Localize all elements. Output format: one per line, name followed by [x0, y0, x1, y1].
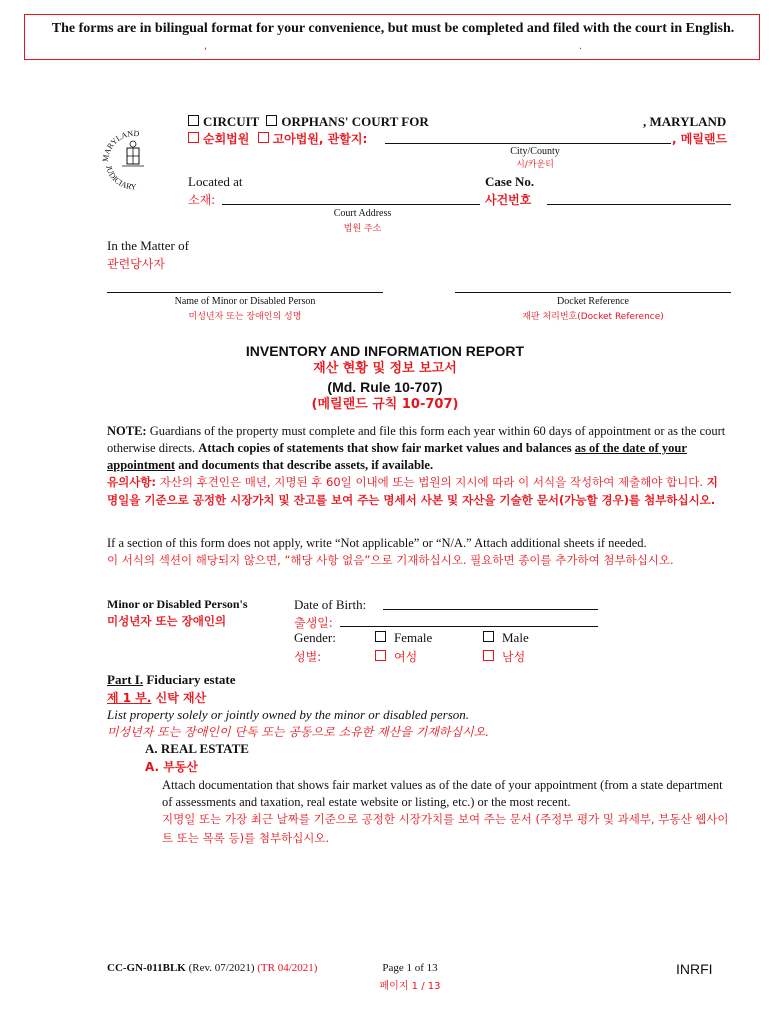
seal-emblem-icon — [122, 141, 144, 166]
docket-caption-kr: 재판 처리번호(Docket Reference) — [522, 312, 664, 322]
court-address-caption-kr: 법원 주소 — [343, 224, 382, 234]
form-id: CC-GN-011BLK — [107, 962, 186, 974]
report-rule-kr: (메릴랜드 규칙 10-707) — [311, 397, 459, 412]
seal-bottom-text: JUDICIARY — [104, 164, 137, 192]
dob-label-kr: 출생일: — [294, 616, 333, 630]
court-type-row-kr — [188, 130, 367, 147]
note-bold-text-kr: 지명일을 기준으로 공정한 시장가치 및 잔고를 보여 주는 명세서 사본 및 자산을 기술한 문서(가능할 경우)를 첨부하십시오. — [107, 475, 718, 507]
person-label-kr: 미성년자 또는 장애인의 — [107, 614, 227, 628]
real-estate-text-kr: 지명일 또는 가장 최근 날짜를 기준으로 공정한 시장가치를 보여 주는 문서 (주정부 평가 및 과세부, 부동산 웹사이트 또는 목록 등)를 첨부하십시오. — [162, 812, 729, 845]
male-option — [483, 630, 529, 646]
bilingual-notice-banner — [24, 14, 760, 60]
court-address-caption: Court Address — [333, 208, 392, 219]
bilingual-notice-text-kr: , . — [203, 41, 583, 52]
female-label: Female — [394, 630, 433, 645]
instructions-text: If a section of this form does not apply, write “Not applicable” or “N/A.” Attach additional sheets if needed. — [107, 536, 647, 550]
person-label: Minor or Disabled Person's — [107, 597, 248, 611]
part1-title-kr: 신탁 재산 — [151, 691, 207, 705]
note-paragraph-kr — [107, 473, 727, 509]
city-county-caption: City/County — [510, 146, 560, 157]
note-paragraph — [107, 423, 727, 474]
male-label-kr: 남성 — [502, 650, 526, 664]
report-rule: (Md. Rule 10-707) — [327, 379, 443, 395]
form-translation-revision: (TR 04/2021) — [254, 962, 318, 974]
docket-caption: Docket Reference — [557, 296, 629, 307]
circuit-court-label: CIRCUIT — [203, 114, 260, 129]
case-no-field[interactable] — [547, 204, 731, 205]
note-bold-text: Attach copies of statements that show fair market values and balances — [198, 441, 575, 455]
part1-description: List property solely or jointly owned by the minor or disabled person. — [107, 707, 470, 722]
orphans-court-label-kr: 고아법원, 관할지: — [272, 132, 368, 146]
svg-text:MARYLAND — [101, 129, 140, 162]
gender-label: Gender: — [294, 630, 336, 645]
court-type-row — [188, 114, 429, 130]
part1-label-kr: 제 1 부. — [107, 691, 152, 705]
male-label: Male — [502, 630, 529, 645]
in-the-matter-label-kr: 관련당사자 — [107, 257, 165, 271]
circuit-court-checkbox-kr[interactable] — [188, 132, 199, 143]
female-option — [375, 630, 432, 646]
dob-label: Date of Birth: — [294, 597, 367, 612]
dob-field-kr[interactable] — [340, 626, 598, 627]
real-estate-heading-kr: A. 부동산 — [145, 760, 199, 774]
female-checkbox[interactable] — [375, 631, 386, 642]
case-no-label: Case No. — [485, 174, 535, 189]
orphans-court-label: ORPHANS' COURT FOR — [281, 114, 429, 129]
male-checkbox-kr[interactable] — [483, 650, 494, 661]
circuit-court-checkbox[interactable] — [188, 115, 199, 126]
located-at-label: Located at — [188, 174, 243, 189]
circuit-court-label-kr: 순회법원 — [203, 132, 250, 146]
part1-title: Fiduciary estate — [143, 672, 236, 687]
city-county-caption-kr: 시/카운티 — [516, 160, 554, 170]
orphans-court-checkbox-kr[interactable] — [258, 132, 269, 143]
maryland-label: , MARYLAND — [643, 114, 727, 129]
page-number: Page 1 of 13 — [382, 962, 438, 974]
note-bold-text-2: and documents that describe assets, if available. — [175, 458, 434, 472]
form-code: INRFI — [676, 961, 713, 977]
part1-description-kr: 미성년자 또는 장애인이 단독 또는 공동으로 소유한 재산을 기재하십시오. — [107, 725, 490, 739]
form-revision: (Rev. 07/2021) — [185, 962, 255, 974]
located-at-label-kr: 소재: — [188, 193, 216, 207]
report-title-kr: 재산 현황 및 정보 보고서 — [313, 361, 457, 376]
seal-top-text: MARYLAND — [100, 128, 140, 163]
part1-label: Part I. — [107, 672, 144, 687]
note-underline-text: as of the date of your appointment — [107, 441, 687, 472]
bilingual-notice-text: The forms are in bilingual format for your convenience, but must be completed and filed with the court in English. — [51, 21, 735, 36]
note-label: NOTE: — [107, 424, 147, 438]
court-address-field[interactable] — [222, 204, 480, 205]
case-no-label-kr: 사건번호 — [485, 193, 532, 207]
in-the-matter-label: In the Matter of — [107, 238, 189, 253]
minor-name-caption: Name of Minor or Disabled Person — [174, 296, 316, 307]
gender-label-kr: 성별: — [294, 650, 322, 664]
part1-heading-kr — [107, 689, 206, 706]
note-text: Guardians of the property must complete and file this form each year within 60 days of appointment or as the court otherwise directs. — [107, 424, 726, 455]
dob-field[interactable] — [383, 609, 598, 610]
orphans-court-checkbox[interactable] — [266, 115, 277, 126]
minor-name-field[interactable] — [107, 292, 383, 293]
female-label-kr: 여성 — [394, 650, 418, 664]
male-checkbox[interactable] — [483, 631, 494, 642]
report-title: INVENTORY AND INFORMATION REPORT — [245, 343, 525, 359]
real-estate-heading: A. REAL ESTATE — [145, 741, 249, 756]
female-option-kr — [375, 648, 417, 665]
note-label-kr: 유의사항: — [107, 475, 157, 489]
svg-text:JUDICIARY — [104, 164, 137, 191]
male-option-kr — [483, 648, 525, 665]
page-number-kr: 페이지 1 / 13 — [379, 981, 441, 992]
form-id-line — [107, 962, 317, 974]
part1-heading — [107, 672, 236, 688]
city-county-field[interactable] — [385, 143, 671, 144]
note-text-kr: 자산의 후견인은 매년, 지명된 후 60일 이내에 또는 법원의 지시에 따라 이 서식을 작성하여 제출해야 합니다. — [156, 475, 707, 489]
minor-name-caption-kr: 미성년자 또는 장애인의 성명 — [188, 312, 302, 322]
maryland-label-kr: , 메릴랜드 — [672, 132, 728, 146]
docket-reference-field[interactable] — [455, 292, 731, 293]
report-title-block — [0, 342, 770, 414]
instructions-text-kr: 이 서식의 섹션이 해당되지 않으면, “해당 사항 없음”으로 기재하십시오. 필요하면 종이를 추가하여 첨부하십시오. — [107, 553, 674, 567]
real-estate-text: Attach documentation that shows fair market values as of the date of your appointment (from a state department of assessments and taxation, real estate website or listing, etc.) or the most recent. — [162, 778, 723, 809]
female-checkbox-kr[interactable] — [375, 650, 386, 661]
maryland-judiciary-seal — [100, 122, 166, 194]
